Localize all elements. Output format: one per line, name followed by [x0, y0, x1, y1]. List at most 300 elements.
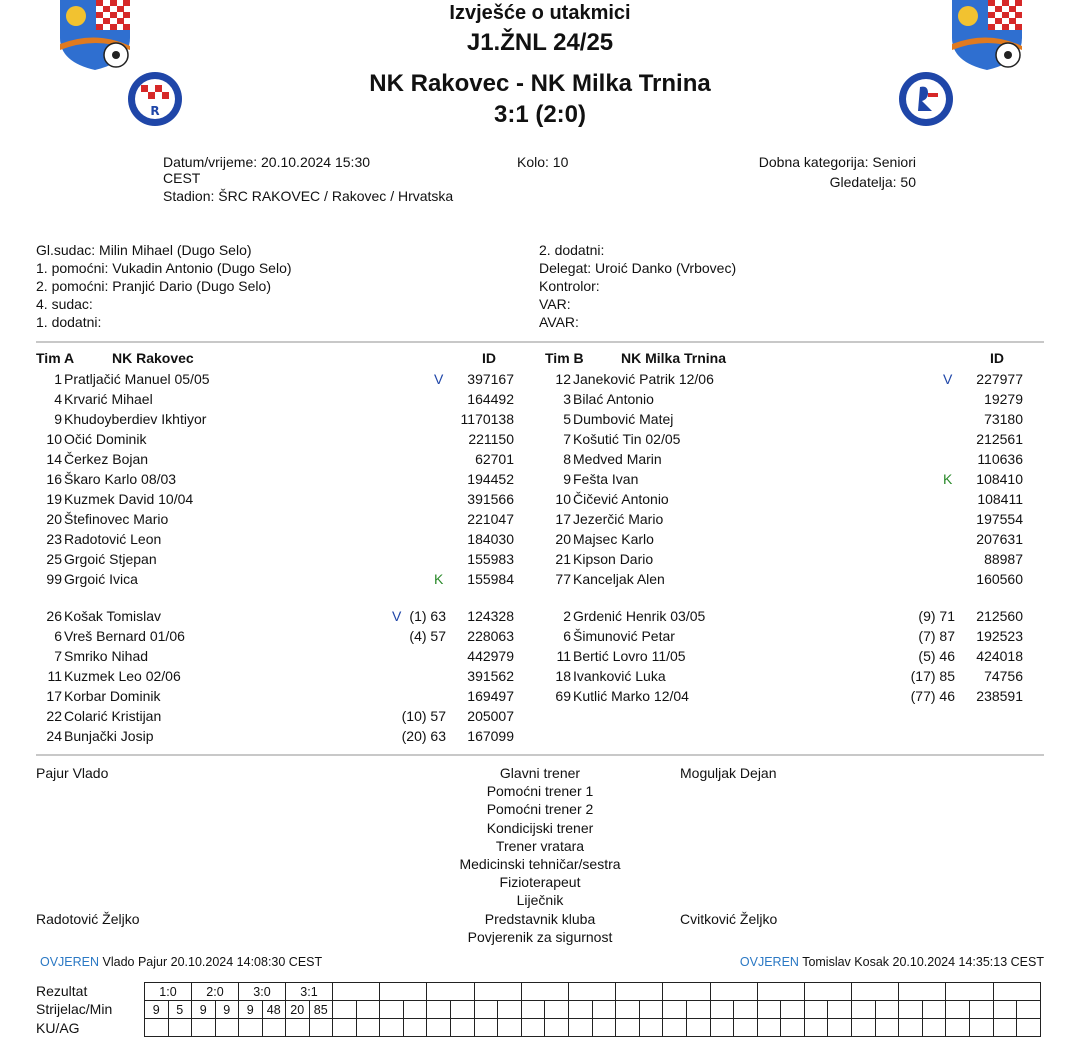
- player-number: 77: [555, 571, 571, 587]
- player-row: [36, 726, 526, 746]
- official-line: 1. pomoćni: Vukadin Antonio (Dugo Selo): [36, 260, 292, 276]
- player-id: 212561: [976, 431, 1023, 447]
- player-number: 7: [54, 648, 62, 664]
- player-row: [36, 509, 526, 529]
- score-table-row: [145, 983, 1041, 1001]
- player-row: [36, 369, 526, 389]
- player-row: [36, 529, 526, 549]
- empty-cell: [1017, 1001, 1041, 1019]
- empty-cell: [145, 1019, 169, 1037]
- player-id: 391566: [467, 491, 514, 507]
- player-row: [545, 449, 1035, 469]
- empty-cell: [993, 1001, 1017, 1019]
- player-number: 4: [54, 391, 62, 407]
- player-row: [36, 489, 526, 509]
- empty-cell: [993, 983, 1040, 1001]
- match-score: 3:1 (2:0): [493, 101, 587, 128]
- substitution-info: (9) 71: [918, 608, 955, 624]
- player-name: Ivanković Luka: [573, 668, 666, 684]
- empty-cell: [993, 1019, 1017, 1037]
- player-name: Kutlić Marko 12/04: [573, 688, 689, 704]
- player-row: [545, 529, 1035, 549]
- staff-role: Pomoćni trener 1: [486, 783, 594, 800]
- empty-cell: [427, 983, 474, 1001]
- county-crest-right-icon: [948, 0, 1026, 70]
- player-id: 197554: [976, 511, 1023, 527]
- result-cell: 1:0: [145, 983, 192, 1001]
- player-number: 11: [556, 648, 571, 664]
- empty-cell: [333, 983, 380, 1001]
- empty-cell: [474, 983, 521, 1001]
- result-cell: 3:0: [239, 983, 286, 1001]
- player-number: 17: [555, 511, 571, 527]
- empty-cell: [592, 1001, 616, 1019]
- empty-cell: [828, 1019, 852, 1037]
- empty-cell: [616, 983, 663, 1001]
- empty-cell: [663, 1001, 687, 1019]
- player-id: 167099: [467, 728, 514, 744]
- player-number: 3: [563, 391, 571, 407]
- empty-cell: [946, 1001, 970, 1019]
- substitution-info: (77) 46: [910, 688, 955, 704]
- player-id: 207631: [976, 531, 1023, 547]
- team-a-club-rep: Radotović Željko: [36, 911, 140, 927]
- scorer-cell: 20: [286, 1001, 310, 1019]
- player-id: 192523: [976, 628, 1023, 644]
- empty-cell: [781, 1001, 805, 1019]
- player-id: 194452: [467, 471, 514, 487]
- staff-role: Kondicijski trener: [486, 819, 594, 836]
- staff-role: Predstavnik kluba: [484, 910, 596, 927]
- player-number: 17: [46, 688, 62, 704]
- player-name: Colarić Kristijan: [64, 708, 162, 724]
- player-row: [545, 509, 1035, 529]
- empty-cell: [356, 1001, 380, 1019]
- goalkeeper-mark: V: [392, 608, 402, 624]
- empty-cell: [804, 1019, 828, 1037]
- player-row: [545, 409, 1035, 429]
- scorer-cell: 9: [215, 1001, 239, 1019]
- empty-cell: [380, 1001, 404, 1019]
- scorer-cell: 5: [168, 1001, 192, 1019]
- goalkeeper-mark: V: [434, 371, 444, 387]
- player-id: 155983: [467, 551, 514, 567]
- player-number: 1: [54, 371, 62, 387]
- team-a-id-header: ID: [482, 350, 496, 366]
- player-name: Janeković Patrik 12/06: [573, 371, 714, 387]
- score-table-row: [145, 1019, 1041, 1037]
- player-row: [36, 606, 526, 626]
- empty-cell: [899, 983, 946, 1001]
- empty-cell: [875, 1001, 899, 1019]
- official-line: VAR:: [539, 296, 571, 312]
- player-row: [36, 429, 526, 449]
- empty-cell: [521, 1019, 545, 1037]
- scorer-cell: 9: [192, 1001, 216, 1019]
- empty-cell: [946, 983, 993, 1001]
- staff-role: Glavni trener: [499, 765, 581, 781]
- empty-cell: [427, 1019, 451, 1037]
- county-crest-left-icon: [56, 0, 134, 70]
- empty-cell: [333, 1001, 357, 1019]
- player-row: [36, 409, 526, 429]
- substitution-info: (10) 57: [401, 708, 446, 724]
- empty-cell: [686, 1019, 710, 1037]
- player-id: 160560: [976, 571, 1023, 587]
- empty-cell: [686, 1001, 710, 1019]
- player-number: 10: [555, 491, 571, 507]
- player-id: 397167: [467, 371, 514, 387]
- player-row: [545, 569, 1035, 589]
- player-number: 6: [563, 628, 571, 644]
- player-name: Medved Marin: [573, 451, 662, 467]
- empty-cell: [333, 1019, 357, 1037]
- substitution-info: (7) 87: [918, 628, 955, 644]
- empty-cell: [663, 1019, 687, 1037]
- player-row: [545, 606, 1035, 626]
- empty-cell: [545, 1019, 569, 1037]
- player-name: Grgoić Ivica: [64, 571, 138, 587]
- empty-cell: [545, 1001, 569, 1019]
- empty-cell: [403, 1001, 427, 1019]
- player-id: 155984: [467, 571, 514, 587]
- player-number: 2: [563, 608, 571, 624]
- official-line: 4. sudac:: [36, 296, 93, 312]
- empty-cell: [380, 1019, 404, 1037]
- match-title: NK Rakovec - NK Milka Trnina: [369, 70, 711, 97]
- result-cell: 3:1: [286, 983, 333, 1001]
- official-line: Gl.sudac: Milin Mihael (Dugo Selo): [36, 242, 252, 258]
- age-group: Dobna kategorija: Seniori: [758, 154, 916, 170]
- empty-cell: [309, 1019, 333, 1037]
- nk-milka-trnina-logo-icon: [898, 71, 954, 127]
- empty-cell: [521, 1001, 545, 1019]
- empty-cell: [970, 1019, 994, 1037]
- player-name: Košutić Tin 02/05: [573, 431, 681, 447]
- empty-cell: [946, 1019, 970, 1037]
- player-number: 19: [46, 491, 62, 507]
- official-line: 2. pomoćni: Pranjić Dario (Dugo Selo): [36, 278, 271, 294]
- empty-cell: [168, 1019, 192, 1037]
- official-line: 1. dodatni:: [36, 314, 102, 330]
- player-name: Korbar Dominik: [64, 688, 161, 704]
- empty-cell: [922, 1001, 946, 1019]
- empty-cell: [639, 1001, 663, 1019]
- player-id: 1170138: [460, 411, 514, 427]
- empty-cell: [710, 1001, 734, 1019]
- player-id: 19279: [984, 391, 1023, 407]
- empty-cell: [192, 1019, 216, 1037]
- player-name: Kuzmek David 10/04: [64, 491, 194, 507]
- player-name: Bunjački Josip: [64, 728, 154, 744]
- scorer-cell: 9: [145, 1001, 169, 1019]
- player-name: Krvarić Mihael: [64, 391, 153, 407]
- player-number: 14: [46, 451, 62, 467]
- player-row: [545, 626, 1035, 646]
- player-name: Vreš Bernard 01/06: [64, 628, 185, 644]
- team-b-label: Tim B: [545, 350, 584, 366]
- empty-cell: [852, 1001, 876, 1019]
- player-name: Bertić Lovro 11/05: [573, 648, 686, 664]
- empty-cell: [710, 983, 757, 1001]
- substitution-info: (17) 85: [910, 668, 955, 684]
- player-number: 10: [46, 431, 62, 447]
- team-b-head-coach: Moguljak Dejan: [680, 765, 777, 781]
- player-id: 164492: [467, 391, 514, 407]
- player-name: Radotović Leon: [64, 531, 162, 547]
- player-id: 108410: [976, 471, 1023, 487]
- player-row: [545, 389, 1035, 409]
- empty-cell: [757, 983, 804, 1001]
- player-row: [36, 626, 526, 646]
- empty-cell: [734, 1019, 758, 1037]
- score-table: [144, 982, 1041, 1037]
- captain-mark: K: [434, 571, 444, 587]
- official-line: Kontrolor:: [539, 278, 600, 294]
- team-b-club-rep: Cvitković Željko: [680, 911, 778, 927]
- staff-role: Povjerenik za sigurnost: [467, 928, 613, 945]
- empty-cell: [403, 1019, 427, 1037]
- player-row: [36, 389, 526, 409]
- result-cell: 2:0: [192, 983, 239, 1001]
- player-id: 212560: [976, 608, 1023, 624]
- player-id: 184030: [467, 531, 514, 547]
- nk-rakovec-logo-icon: [127, 71, 183, 127]
- stadium: Stadion: ŠRC RAKOVEC / Rakovec / Hrvatska: [163, 188, 454, 204]
- player-id: 391562: [467, 668, 514, 684]
- substitution-info: (4) 57: [409, 628, 446, 644]
- player-id: 205007: [467, 708, 514, 724]
- player-name: Čerkez Bojan: [64, 451, 149, 467]
- empty-cell: [970, 1001, 994, 1019]
- player-id: 62701: [475, 451, 514, 467]
- player-row: [545, 369, 1035, 389]
- player-row: [36, 686, 526, 706]
- verified-by-left: Vlado Pajur 20.10.2024 14:08:30 CEST: [102, 955, 323, 969]
- empty-cell: [757, 1019, 781, 1037]
- player-number: 6: [54, 628, 62, 644]
- player-id: 442979: [467, 648, 514, 664]
- player-id: 108411: [977, 491, 1023, 507]
- team-a-head-coach: Pajur Vlado: [36, 765, 109, 781]
- player-number: 25: [46, 551, 62, 567]
- player-row: [545, 549, 1035, 569]
- player-name: Jezerčić Mario: [573, 511, 664, 527]
- goalkeeper-mark: V: [943, 371, 953, 387]
- player-name: Majsec Karlo: [573, 531, 654, 547]
- player-row: [545, 429, 1035, 449]
- competition-title: J1.ŽNL 24/25: [466, 29, 614, 56]
- team-a-name: NK Rakovec: [112, 350, 194, 366]
- empty-cell: [568, 983, 615, 1001]
- player-id: 221150: [468, 431, 514, 447]
- empty-cell: [852, 983, 899, 1001]
- scorer-cell: 48: [262, 1001, 286, 1019]
- player-name: Očić Dominik: [64, 431, 147, 447]
- player-row: [545, 469, 1035, 489]
- player-name: Khudoyberdiev Ikhtiyor: [64, 411, 207, 427]
- player-number: 26: [46, 608, 62, 624]
- empty-cell: [498, 1001, 522, 1019]
- scorer-label: Strijelac/Min: [36, 1001, 113, 1017]
- player-number: 20: [46, 511, 62, 527]
- empty-cell: [734, 1001, 758, 1019]
- player-name: Smriko Nihad: [64, 648, 149, 664]
- player-number: 20: [555, 531, 571, 547]
- staff-role: Fizioterapeut: [499, 874, 581, 891]
- verification-left: [40, 953, 322, 971]
- player-name: Bilać Antonio: [573, 391, 654, 407]
- empty-cell: [616, 1019, 640, 1037]
- player-row: [36, 569, 526, 589]
- captain-mark: K: [943, 471, 953, 487]
- official-line: 2. dodatni:: [539, 242, 605, 258]
- empty-cell: [427, 1001, 451, 1019]
- empty-cell: [286, 1019, 310, 1037]
- empty-cell: [828, 1001, 852, 1019]
- empty-cell: [781, 1019, 805, 1037]
- staff-role: Medicinski tehničar/sestra: [459, 856, 621, 872]
- empty-cell: [380, 983, 427, 1001]
- empty-cell: [474, 1019, 498, 1037]
- player-number: 24: [46, 728, 62, 744]
- player-id: 227977: [976, 371, 1023, 387]
- staff-role: Liječnik: [516, 892, 564, 909]
- ku-ag-label: KU/AG: [36, 1020, 80, 1036]
- player-name: Dumbović Matej: [573, 411, 674, 427]
- empty-cell: [639, 1019, 663, 1037]
- player-number: 22: [46, 708, 62, 724]
- player-row: [36, 449, 526, 469]
- empty-cell: [663, 983, 710, 1001]
- empty-cell: [450, 1001, 474, 1019]
- player-name: Štefinovec Mario: [64, 511, 169, 527]
- team-b-name: NK Milka Trnina: [621, 350, 727, 366]
- score-table-row: [145, 1001, 1041, 1019]
- report-title: Izvješće o utakmici: [449, 2, 631, 24]
- player-number: 21: [555, 551, 571, 567]
- official-line: Delegat: Uroić Danko (Vrbovec): [539, 260, 737, 276]
- player-name: Fešta Ivan: [573, 471, 639, 487]
- player-id: 238591: [976, 688, 1023, 704]
- player-id: 124328: [467, 608, 514, 624]
- player-id: 228063: [467, 628, 514, 644]
- player-number: 5: [563, 411, 571, 427]
- official-line: AVAR:: [539, 314, 579, 330]
- player-id: 74756: [984, 668, 1023, 684]
- empty-cell: [356, 1019, 380, 1037]
- empty-cell: [239, 1019, 263, 1037]
- empty-cell: [498, 1019, 522, 1037]
- player-name: Košak Tomislav: [64, 608, 162, 624]
- empty-cell: [1017, 1019, 1041, 1037]
- empty-cell: [899, 1001, 923, 1019]
- player-row: [36, 549, 526, 569]
- empty-cell: [450, 1019, 474, 1037]
- empty-cell: [875, 1019, 899, 1037]
- staff-role: Pomoćni trener 2: [486, 801, 594, 818]
- player-name: Pratljačić Manuel 05/05: [64, 371, 210, 387]
- empty-cell: [215, 1019, 239, 1037]
- round: Kolo: 10: [517, 154, 569, 170]
- player-row: [36, 666, 526, 686]
- player-row: [36, 706, 526, 726]
- empty-cell: [922, 1019, 946, 1037]
- player-id: 88987: [984, 551, 1023, 567]
- verified-status: OVJEREN: [739, 955, 799, 969]
- empty-cell: [757, 1001, 781, 1019]
- player-number: 9: [563, 471, 571, 487]
- player-number: 23: [46, 531, 62, 547]
- empty-cell: [568, 1019, 592, 1037]
- player-name: Grdenić Henrik 03/05: [573, 608, 706, 624]
- player-number: 16: [46, 471, 62, 487]
- player-row: [545, 666, 1035, 686]
- team-b-id-header: ID: [990, 350, 1004, 366]
- scorer-cell: 9: [239, 1001, 263, 1019]
- player-row: [36, 646, 526, 666]
- player-number: 7: [563, 431, 571, 447]
- player-id: 221047: [467, 511, 514, 527]
- empty-cell: [262, 1019, 286, 1037]
- player-number: 9: [54, 411, 62, 427]
- player-name: Škaro Karlo 08/03: [64, 471, 177, 487]
- staff-role: Trener vratara: [495, 837, 585, 854]
- divider: [36, 341, 1044, 343]
- empty-cell: [710, 1019, 734, 1037]
- substitution-info: (1) 63: [409, 608, 446, 624]
- result-label: Rezultat: [36, 983, 88, 999]
- empty-cell: [852, 1019, 876, 1037]
- player-row: [36, 469, 526, 489]
- player-name: Šimunović Petar: [573, 628, 675, 644]
- datetime: Datum/vrijeme: 20.10.2024 15:30: [163, 154, 371, 170]
- svg-text:R: R: [150, 104, 160, 118]
- verification-right: [740, 953, 1044, 971]
- empty-cell: [804, 1001, 828, 1019]
- substitution-info: (20) 63: [401, 728, 446, 744]
- player-name: Čičević Antonio: [573, 491, 669, 507]
- player-number: 99: [46, 571, 62, 587]
- empty-cell: [568, 1001, 592, 1019]
- empty-cell: [592, 1019, 616, 1037]
- player-number: 12: [555, 371, 571, 387]
- player-number: 8: [563, 451, 571, 467]
- player-name: Grgoić Stjepan: [64, 551, 157, 567]
- player-name: Kanceljak Alen: [573, 571, 665, 587]
- divider: [36, 754, 1044, 756]
- empty-cell: [899, 1019, 923, 1037]
- team-a-label: Tim A: [36, 350, 75, 366]
- player-id: 424018: [976, 648, 1023, 664]
- player-name: Kuzmek Leo 02/06: [64, 668, 181, 684]
- player-id: 110636: [977, 451, 1023, 467]
- empty-cell: [474, 1001, 498, 1019]
- player-number: 18: [555, 668, 571, 684]
- player-id: 169497: [467, 688, 514, 704]
- scorer-cell: 85: [309, 1001, 333, 1019]
- datetime-timezone: CEST: [163, 170, 201, 186]
- player-row: [545, 489, 1035, 509]
- substitution-info: (5) 46: [918, 648, 955, 664]
- empty-cell: [804, 983, 851, 1001]
- player-number: 69: [555, 688, 571, 704]
- player-id: 73180: [984, 411, 1023, 427]
- spectators: Gledatelja: 50: [829, 174, 916, 190]
- empty-cell: [616, 1001, 640, 1019]
- verified-by-right: Tomislav Kosak 20.10.2024 14:35:13 CEST: [802, 955, 1044, 969]
- verified-status: OVJEREN: [40, 955, 100, 969]
